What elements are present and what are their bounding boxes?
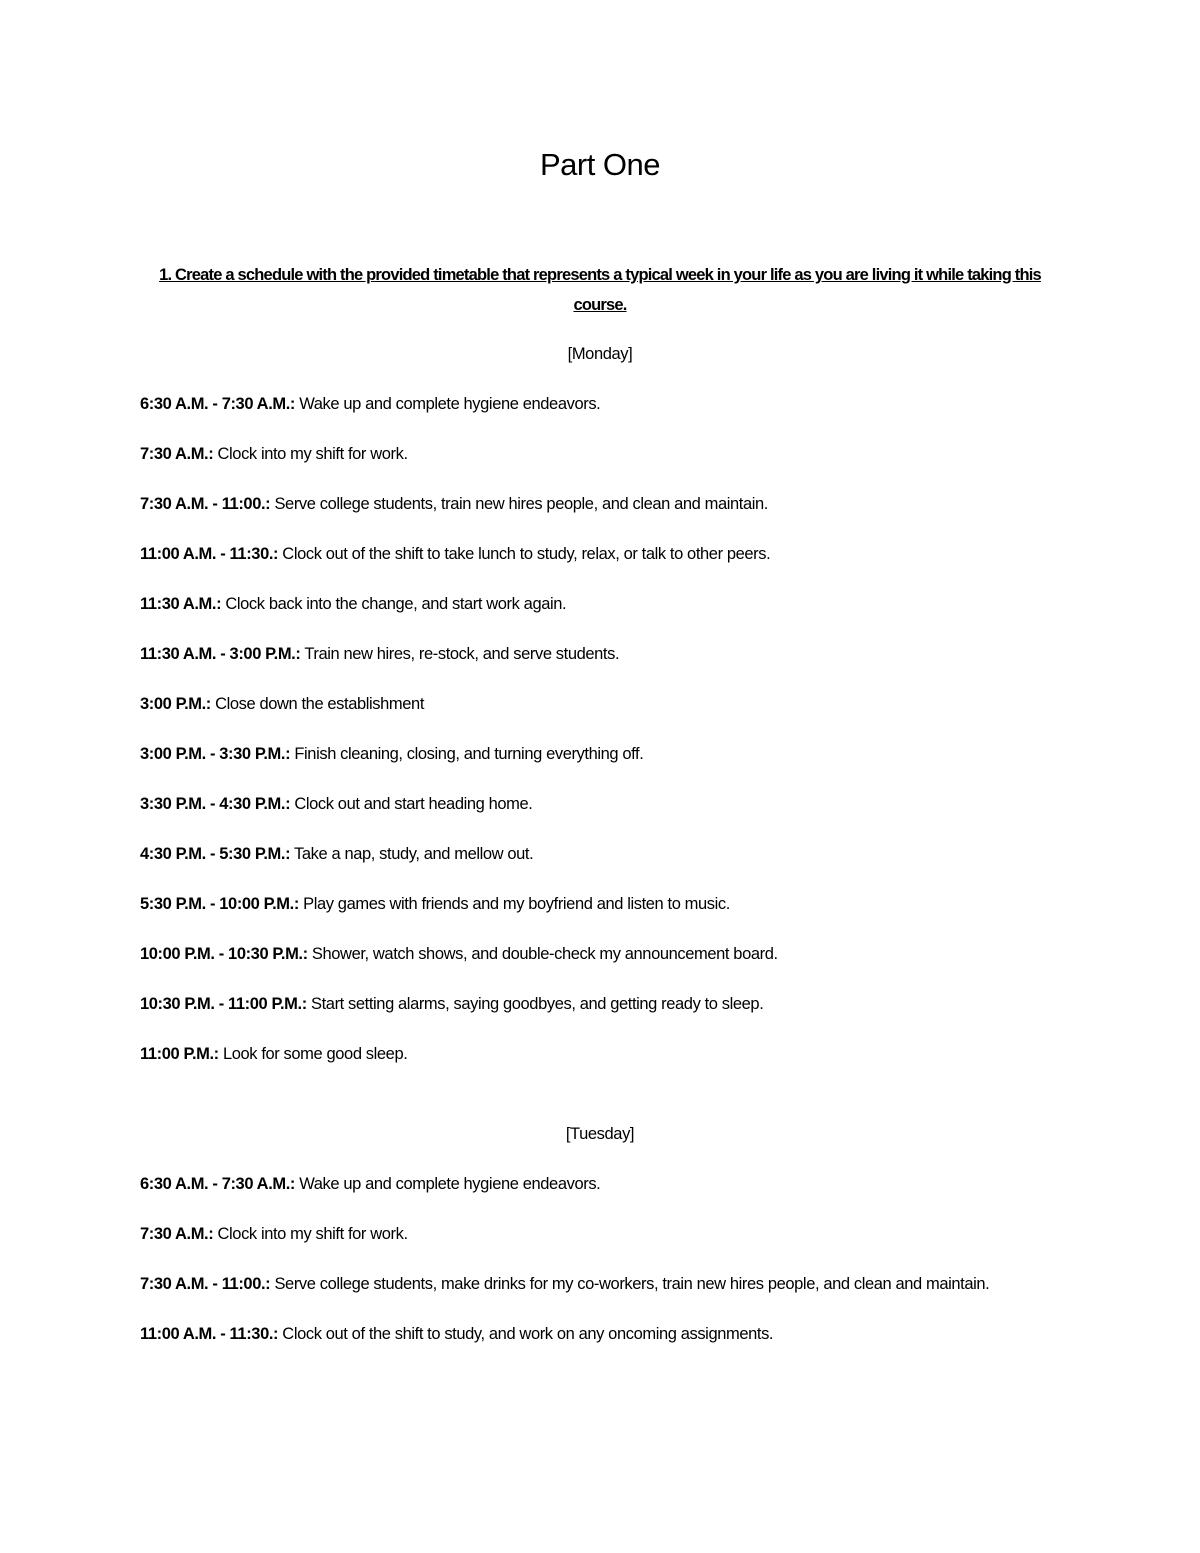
schedule-entry bbox=[140, 939, 1060, 969]
schedule-entry bbox=[140, 539, 1060, 569]
schedule-entry bbox=[140, 439, 1060, 469]
schedule-entry bbox=[140, 789, 1060, 819]
schedule-entry bbox=[140, 1219, 1060, 1249]
entry-description: Finish cleaning, closing, and turning everything off. bbox=[290, 745, 644, 763]
entry-description: Clock out of the shift to study, and work on any oncoming assignments. bbox=[278, 1325, 774, 1343]
schedule-entry bbox=[140, 989, 1060, 1019]
schedule-entry bbox=[140, 639, 1060, 669]
entry-time: 11:30 A.M.: bbox=[140, 595, 222, 613]
schedule-entry bbox=[140, 1269, 1060, 1299]
schedule-entry bbox=[140, 589, 1060, 619]
entry-time: 5:30 P.M. - 10:00 P.M.: bbox=[140, 895, 299, 913]
schedule-entry bbox=[140, 389, 1060, 419]
entry-description: Train new hires, re-stock, and serve students. bbox=[300, 645, 620, 663]
schedule-entry bbox=[140, 839, 1060, 869]
schedule bbox=[140, 339, 1060, 1349]
schedule-entry bbox=[140, 889, 1060, 919]
entry-time: 3:00 P.M. - 3:30 P.M.: bbox=[140, 745, 291, 763]
entry-description: Close down the establishment bbox=[210, 695, 425, 713]
entry-description: Clock out of the shift to take lunch to study, relax, or talk to other peers. bbox=[278, 545, 771, 563]
schedule-entry bbox=[140, 489, 1060, 519]
schedule-entry bbox=[140, 1169, 1060, 1199]
entry-description: Wake up and complete hygiene endeavors. bbox=[295, 1175, 601, 1193]
schedule-entry bbox=[140, 1039, 1060, 1069]
entry-time: 3:00 P.M.: bbox=[140, 695, 211, 713]
document-body bbox=[140, 260, 1060, 1369]
entry-time: 11:00 A.M. - 11:30.: bbox=[140, 545, 279, 563]
entry-time: 11:00 A.M. - 11:30.: bbox=[140, 1325, 279, 1343]
entry-description: Clock back into the change, and start work again. bbox=[221, 595, 567, 613]
entry-description: Shower, watch shows, and double-check my announcement board. bbox=[307, 945, 778, 963]
entry-time: 6:30 A.M. - 7:30 A.M.: bbox=[140, 1175, 296, 1193]
day-heading: [Tuesday] bbox=[565, 1125, 635, 1143]
entry-time: 7:30 A.M. - 11:00.: bbox=[140, 495, 271, 513]
entry-time: 10:00 P.M. - 10:30 P.M.: bbox=[140, 945, 308, 963]
entry-description: Clock out and start heading home. bbox=[290, 795, 533, 813]
entry-description: Wake up and complete hygiene endeavors. bbox=[295, 395, 601, 413]
entry-description: Play games with friends and my boyfriend and listen to music. bbox=[298, 895, 730, 913]
entry-time: 4:30 P.M. - 5:30 P.M.: bbox=[140, 845, 291, 863]
entry-time: 7:30 A.M.: bbox=[140, 1225, 214, 1243]
entry-description: Serve college students, make drinks for my co-workers, train new hires people, and clean and maintain. bbox=[270, 1275, 990, 1293]
entry-description: Serve college students, train new hires people, and clean and maintain. bbox=[270, 495, 768, 513]
entry-description: Take a nap, study, and mellow out. bbox=[290, 845, 534, 863]
entry-time: 6:30 A.M. - 7:30 A.M.: bbox=[140, 395, 296, 413]
entry-time: 3:30 P.M. - 4:30 P.M.: bbox=[140, 795, 291, 813]
schedule-entry bbox=[140, 739, 1060, 769]
entry-time: 7:30 A.M.: bbox=[140, 445, 214, 463]
entry-description: Clock into my shift for work. bbox=[213, 1225, 408, 1243]
section-gap bbox=[140, 1089, 1060, 1119]
question-heading: 1. Create a schedule with the provided timetable that represents a typical week in your life as you are living it while taking this course. bbox=[159, 266, 1041, 314]
entry-time: 11:00 P.M.: bbox=[140, 1045, 219, 1063]
page-title: Part One bbox=[539, 147, 661, 182]
schedule-entry bbox=[140, 1319, 1060, 1349]
entry-time: 11:30 A.M. - 3:00 P.M.: bbox=[140, 645, 301, 663]
entry-time: 10:30 P.M. - 11:00 P.M.: bbox=[140, 995, 307, 1013]
day-heading: [Monday] bbox=[567, 345, 633, 363]
entry-description: Look for some good sleep. bbox=[218, 1045, 408, 1063]
entry-description: Start setting alarms, saying goodbyes, and getting ready to sleep. bbox=[306, 995, 764, 1013]
schedule-entry bbox=[140, 689, 1060, 719]
entry-time: 7:30 A.M. - 11:00.: bbox=[140, 1275, 271, 1293]
entry-description: Clock into my shift for work. bbox=[213, 445, 408, 463]
